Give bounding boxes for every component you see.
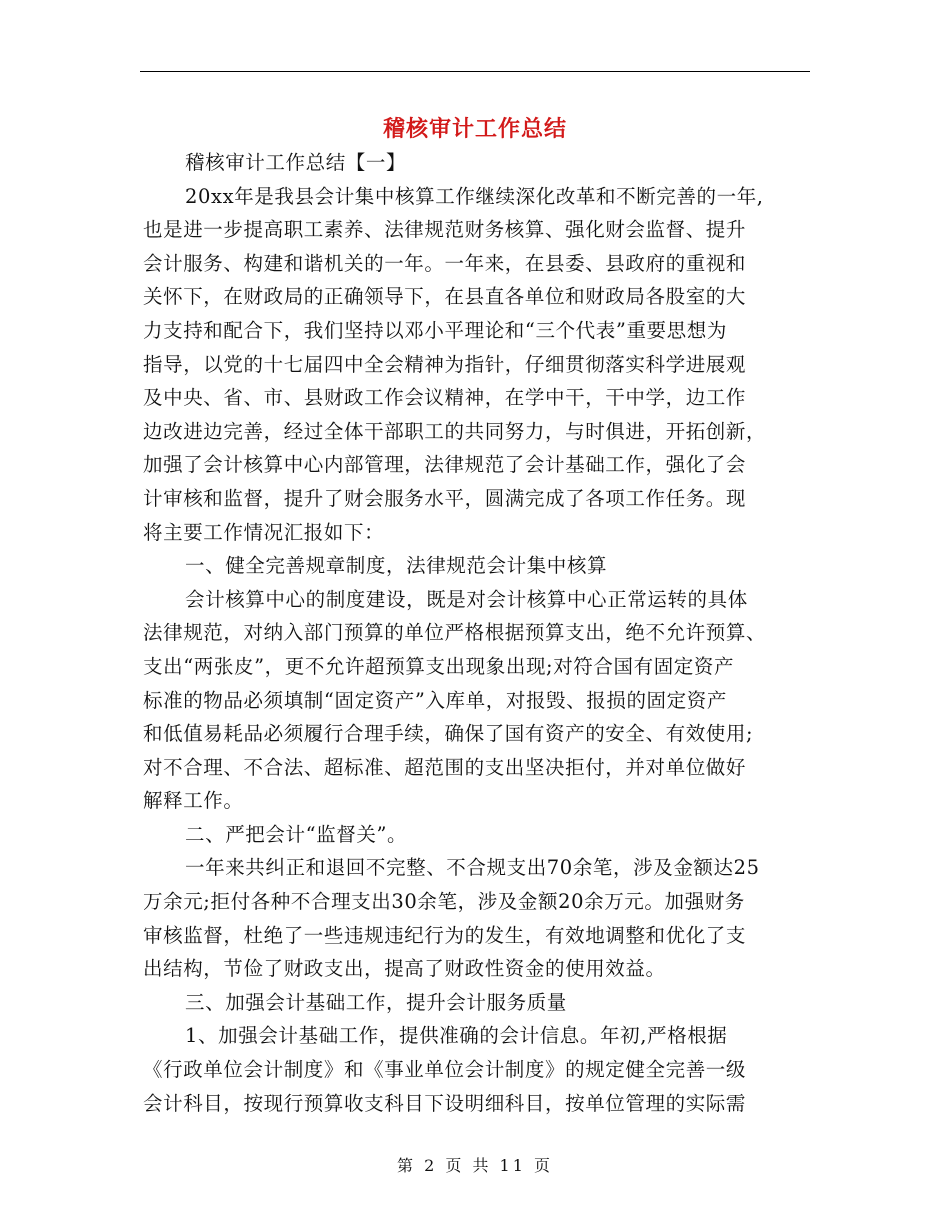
paragraph-line: 《行政单位会计制度》和《事业单位会计制度》的规定健全完善一级 (143, 1058, 747, 1082)
paragraph-line: 法律规范，对纳入部门预算的单位严格根据预算支出，绝不允许预算、 (143, 621, 767, 645)
paragraph-line: 标准的物品必须填制“固定资产”入库单，对报毁、报损的固定资产 (143, 688, 727, 712)
paragraph-line: 1、加强会计基础工作，提供准确的会计信息。年初,严格根据 (185, 1024, 728, 1048)
paragraph-line: 也是进一步提高职工素养、法律规范财务核算、强化财会监督、提升 (143, 218, 747, 242)
header-rule (140, 71, 810, 72)
paragraph-line: 力支持和配合下，我们坚持以邓小平理论和“三个代表”重要思想为 (143, 318, 727, 342)
paragraph-line: 一年来共纠正和退回不完整、不合规支出70余笔，涉及金额达25 (185, 856, 760, 880)
section-heading: 一、健全完善规章制度，法律规范会计集中核算 (185, 554, 608, 578)
paragraph-line: 会计服务、构建和谐机关的一年。一年来，在县委、县政府的重视和 (143, 251, 747, 275)
paragraph-line: 加强了会计核算中心内部管理，法律规范了会计基础工作，强化了会 (143, 453, 747, 477)
paragraph-line: 将主要工作情况汇报如下： (143, 520, 385, 544)
document-body (143, 146, 808, 1120)
paragraph-line: 边改进边完善，经过全体干部职工的共同努力，与时俱进，开拓创新， (143, 419, 767, 443)
section-heading: 稽核审计工作总结【一】 (185, 151, 407, 174)
paragraph-line: 会计核算中心的制度建设，既是对会计核算中心正常运转的具体 (185, 587, 748, 611)
paragraph-line: 计审核和监督，提升了财会服务水平，圆满完成了各项工作任务。现 (143, 486, 747, 510)
paragraph-line: 万余元;拒付各种不合理支出30余笔，涉及金额20余万元。加强财务 (143, 890, 745, 914)
paragraph-line: 20xx年是我县会计集中核算工作继续深化改革和不断完善的一年, (185, 184, 764, 208)
paragraph-line: 关怀下，在财政局的正确领导下，在县直各单位和财政局各股室的大 (143, 285, 747, 309)
paragraph-line: 及中央、省、市、县财政工作会议精神，在学中干，干中学，边工作 (143, 386, 747, 410)
paragraph-line: 指导，以党的十七届四中全会精神为指针，仔细贯彻落实科学进展观 (143, 352, 747, 376)
paragraph-line: 出结构，节俭了财政支出，提高了财政性资金的使用效益。 (143, 957, 666, 981)
paragraph-line: 支出“两张皮”，更不允许超预算支出现象出现;对符合国有固定资产 (143, 654, 735, 678)
paragraph-line: 对不合理、不合法、超标准、超范围的支出坚决拒付，并对单位做好 (143, 755, 747, 779)
paragraph-line: 和低值易耗品必须履行合理手续，确保了国有资产的安全、有效使用; (143, 722, 754, 746)
section-heading: 三、加强会计基础工作，提升会计服务质量 (185, 990, 567, 1014)
section-heading: 二、严把会计“监督关”。 (185, 822, 408, 846)
page-footer: 第 2 页 共 11 页 (397, 1156, 553, 1175)
paragraph-line: 会计科目，按现行预算收支科目下设明细科目，按单位管理的实际需 (143, 1091, 747, 1115)
paragraph-line: 审核监督，杜绝了一些违规违纪行为的发生，有效地调整和优化了支 (143, 923, 747, 947)
paragraph-line: 解释工作。 (143, 789, 244, 813)
document-title: 稽核审计工作总结 (382, 117, 567, 142)
